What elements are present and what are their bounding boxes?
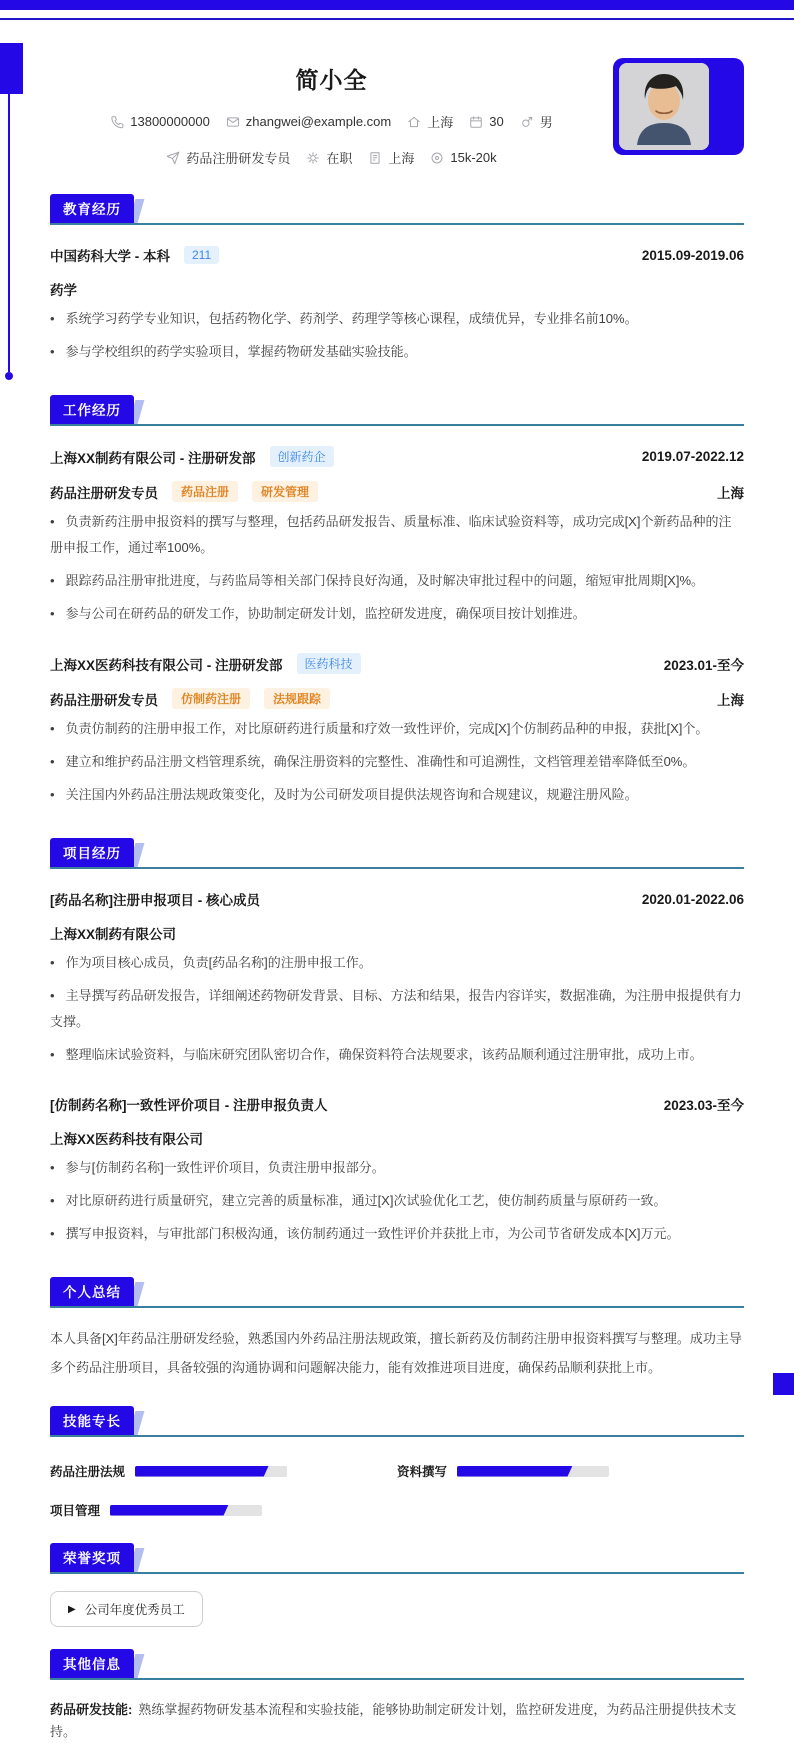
project-bullet: • 整理临床试验资料，与临床研究团队密切合作，确保资料符合法规要求，该药品顺利通过注册审批，成功上市。 [50,1042,744,1068]
company-name: 上海XX医药科技有限公司 - 注册研发部 [50,657,283,673]
salary-value: 15k-20k [450,150,497,165]
work-entry-header [50,653,744,674]
skill-bar-track [110,1505,262,1516]
contact-phone [110,114,210,129]
section-work-title: 工作经历 [50,395,134,424]
project-name: [药品名称]注册申报项目 - 核心成员 [50,893,260,908]
section-honors-header [50,1543,744,1574]
role-tag: 研发管理 [252,481,318,502]
role-title: 药品注册研发专员 [50,692,158,708]
skill-bar-track [135,1466,287,1477]
section-summary-title: 个人总结 [50,1277,134,1306]
phone-icon [110,115,124,129]
education-bullet: • 参与学校组织的药学实验项目，掌握药物研发基础实验技能。 [50,339,744,365]
status-icon [306,151,320,165]
work-bullet: • 参与公司在研药品的研发工作，协助制定研发计划，监控研发进度，确保项目按计划推进。 [50,601,744,627]
contact-salary [430,150,496,165]
work-date: 2019.07-2022.12 [641,449,744,464]
school-badge: 211 [184,246,219,264]
section-work-header [50,395,744,426]
right-accent-square [773,1373,794,1395]
skill-bar-fill [110,1505,229,1516]
candidate-name: 简小全 [295,67,368,93]
other-info-line [50,1699,744,1743]
position-icon [166,151,180,165]
work-bullet: • 负责仿制药的注册申报工作，对比原研药进行质量和疗效一致性评价，完成[X]个仿制药品种的申报，获批[X]个。 [50,716,744,742]
project-entry-header [50,889,744,909]
skill-bar-fill [135,1466,269,1477]
section-honors [50,1543,744,1627]
skill-item [50,1501,397,1519]
project-entry [50,889,744,1068]
project-bullet: • 参与[仿制药名称]一致性评价项目，负责注册申报部分。 [50,1155,744,1181]
email-value: zhangwei@example.com [245,114,392,129]
honor-label: 公司年度优秀员工 [84,1603,185,1617]
work-entry [50,653,744,808]
role-tag: 药品注册 [172,481,238,502]
project-date: 2020.01-2022.06 [641,891,744,907]
phone-value: 13800000000 [130,114,210,129]
gender-icon [520,115,534,129]
education-date: 2015.09-2019.06 [641,247,744,263]
email-icon [226,115,240,129]
left-accent-block [0,43,23,94]
skill-label: 项目管理 [50,1504,101,1518]
section-summary [50,1277,744,1382]
other-info-label: 药品研发技能: [50,1702,133,1717]
age-value: 30 [489,114,504,129]
resume-page [50,40,744,1743]
contact-city [368,148,414,167]
contact-location [407,112,453,131]
skill-bar-fill [457,1466,573,1477]
left-accent-line [8,94,10,372]
header-info [50,40,613,167]
project-bullet: • 撰写申报资料，与审批部门积极沟通，该仿制药通过一致性评价并获批上市，为公司节省研发成本[X]万元。 [50,1221,744,1247]
work-role-row [50,688,744,709]
work-location: 上海 [717,692,744,708]
top-accent-line [0,18,794,20]
work-entry [50,446,744,627]
section-education-title: 教育经历 [50,194,134,223]
contact-gender [520,112,553,131]
status-value: 在职 [326,151,353,166]
work-location: 上海 [717,485,744,501]
honor-item[interactable] [50,1591,203,1627]
section-education-header [50,194,744,225]
section-honors-title: 荣誉奖项 [50,1543,134,1572]
work-entry-header [50,446,744,467]
play-triangle-icon: ▶ [68,1603,76,1615]
contact-row-2 [50,148,613,167]
project-name: [仿制药名称]一致性评价项目 - 注册申报负责人 [50,1098,328,1113]
section-work [50,395,744,808]
company-badge: 创新药企 [270,446,334,467]
summary-text: 本人具备[X]年药品注册研发经验，熟悉国内外药品注册法规政策，擅长新药及仿制药注册申报资料撰写与整理。成功主导多个药品注册项目，具备较强的沟通协调和问题解决能力，能有效推进项目进度，确保药品顺利获批上市。 [50,1331,742,1375]
skill-list [50,1441,744,1519]
section-projects-title: 项目经历 [50,838,134,867]
age-icon [469,115,483,129]
contact-email [226,114,391,129]
contact-position [166,148,290,167]
section-skills-header [50,1406,744,1437]
section-skills [50,1406,744,1519]
project-bullet: • 对比原研药进行质量研究，建立完善的质量标准，通过[X]次试验优化工艺，使仿制药质量与原研药一致。 [50,1188,744,1214]
role-tag: 法规跟踪 [264,688,330,709]
school-name: 中国药科大学 - 本科 [50,249,170,264]
resume-header [50,40,744,167]
section-skills-title: 技能专长 [50,1406,134,1435]
project-date: 2023.03-至今 [663,1098,744,1113]
city-value: 上海 [388,151,415,166]
section-other [50,1649,744,1743]
project-entry [50,1094,744,1247]
section-other-header [50,1649,744,1680]
project-company: 上海XX医药科技有限公司 [50,1132,204,1147]
salary-icon [430,151,444,165]
left-accent-dot [5,372,13,380]
skill-item [397,1462,744,1480]
role-title: 药品注册研发专员 [50,485,158,501]
contact-row-1 [50,112,613,131]
work-bullet: • 负责新药注册申报资料的撰写与整理，包括药品研发报告、质量标准、临床试验资料等，成功完成[X]个新药品种的注册申报工作，通过率100%。 [50,509,744,561]
project-company: 上海XX制药有限公司 [50,927,177,942]
top-accent-bar [0,0,794,10]
company-badge: 医药科技 [297,653,361,674]
project-bullet: • 作为项目核心成员，负责[药品名称]的注册申报工作。 [50,950,744,976]
major: 药学 [50,283,77,298]
home-icon [407,115,421,129]
gender-value: 男 [539,115,553,130]
education-bullet: • 系统学习药学专业知识，包括药物化学、药剂学、药理学等核心课程，成绩优异，专业排名前10%。 [50,306,744,332]
skill-label: 药品注册法规 [50,1465,126,1479]
skill-label: 资料撰写 [397,1465,448,1479]
skill-item [50,1462,397,1480]
work-bullet: • 关注国内外药品注册法规政策变化，及时为公司研发项目提供法规咨询和合规建议，规避注册风险。 [50,782,744,808]
photo-frame [613,58,744,155]
position-value: 药品注册研发专员 [186,151,291,166]
building-icon [368,151,382,165]
project-bullet: • 主导撰写药品研发报告，详细阐述药物研发背景、目标、方法和结果，报告内容详实，数据准确，为注册申报提供有力支撑。 [50,983,744,1035]
avatar [619,63,709,150]
education-entry-header [50,245,744,265]
skill-bar-track [457,1466,609,1477]
avatar-illustration [619,63,709,150]
location-value: 上海 [427,115,454,130]
work-bullet: • 建立和维护药品注册文档管理系统，确保注册资料的完整性、准确性和可追溯性，文档管理差错率降低至0%。 [50,749,744,775]
project-entry-header [50,1094,744,1114]
section-education [50,194,744,365]
section-summary-header [50,1277,744,1308]
section-projects [50,838,744,1247]
contact-status [306,148,352,167]
role-tag: 仿制药注册 [172,688,250,709]
company-name: 上海XX制药有限公司 - 注册研发部 [50,450,256,466]
section-other-title: 其他信息 [50,1649,134,1678]
contact-age [469,114,503,129]
work-role-row [50,481,744,502]
section-projects-header [50,838,744,869]
work-date: 2023.01-至今 [663,657,744,673]
work-bullet: • 跟踪药品注册审批进度，与药监局等相关部门保持良好沟通，及时解决审批过程中的问题，缩短审批周期[X]%。 [50,568,744,594]
other-info-text: 熟练掌握药物研发基本流程和实验技能，能够协助制定研发计划，监控研发进度，为药品注册提供技术支持。 [50,1702,737,1739]
